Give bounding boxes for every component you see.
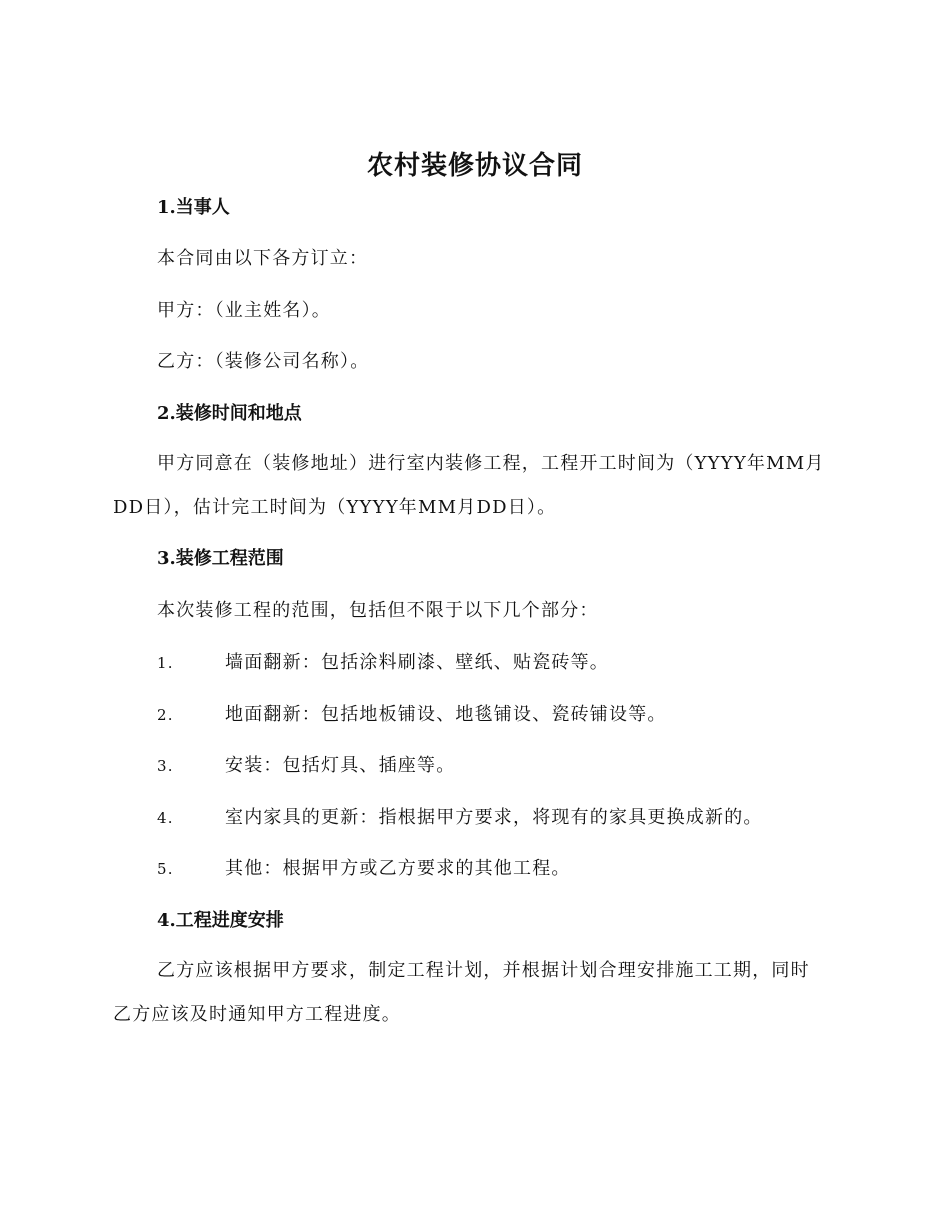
list-item-text: 墙面翻新：包括涂料刷漆、壁纸、贴瓷砖等。	[225, 652, 609, 673]
section-2-paragraph-1: 甲方同意在（装修地址）进行室内装修工程，工程开工时间为（YYYY年MM月DD日），估计完工时间为（YYYY年MM月DD日）。	[113, 453, 825, 518]
section-1-paragraph-3: 乙方：（装修公司名称）。	[157, 351, 370, 372]
list-item	[157, 701, 847, 729]
list-item-number: 3.	[157, 757, 174, 775]
list-item-number: 1.	[157, 654, 174, 672]
list-item	[157, 752, 847, 780]
section-3-paragraph-1: 本次装修工程的范围，包括但不限于以下几个部分：	[157, 600, 599, 621]
document-title: 农村装修协议合同	[366, 151, 583, 181]
list-item-number: 5.	[157, 860, 174, 878]
list-item	[157, 804, 847, 832]
list-item-text: 安装：包括灯具、插座等。	[225, 755, 456, 776]
list-item-number: 2.	[157, 706, 174, 724]
section-1-paragraph-1: 本合同由以下各方订立：	[157, 248, 369, 269]
section-2-heading: 2.装修时间和地点	[157, 403, 302, 424]
list-item-number: 4.	[157, 809, 174, 827]
section-3-heading: 3.装修工程范围	[157, 548, 284, 569]
section-1-heading: 1.当事人	[157, 197, 230, 218]
list-item-text: 地面翻新：包括地板铺设、地毯铺设、瓷砖铺设等。	[225, 704, 667, 725]
list-item-text: 室内家具的更新：指根据甲方要求，将现有的家具更换成新的。	[225, 807, 763, 828]
list-item	[157, 855, 847, 883]
list-item	[157, 649, 847, 677]
list-item-text: 其他：根据甲方或乙方要求的其他工程。	[225, 858, 571, 879]
section-4-heading: 4.工程进度安排	[157, 910, 284, 931]
section-4-paragraph-1: 乙方应该根据甲方要求，制定工程计划，并根据计划合理安排施工工期，同时乙方应该及时通知甲方工程进度。	[113, 960, 810, 1025]
section-1-paragraph-2: 甲方：（业主姓名）。	[157, 300, 331, 321]
